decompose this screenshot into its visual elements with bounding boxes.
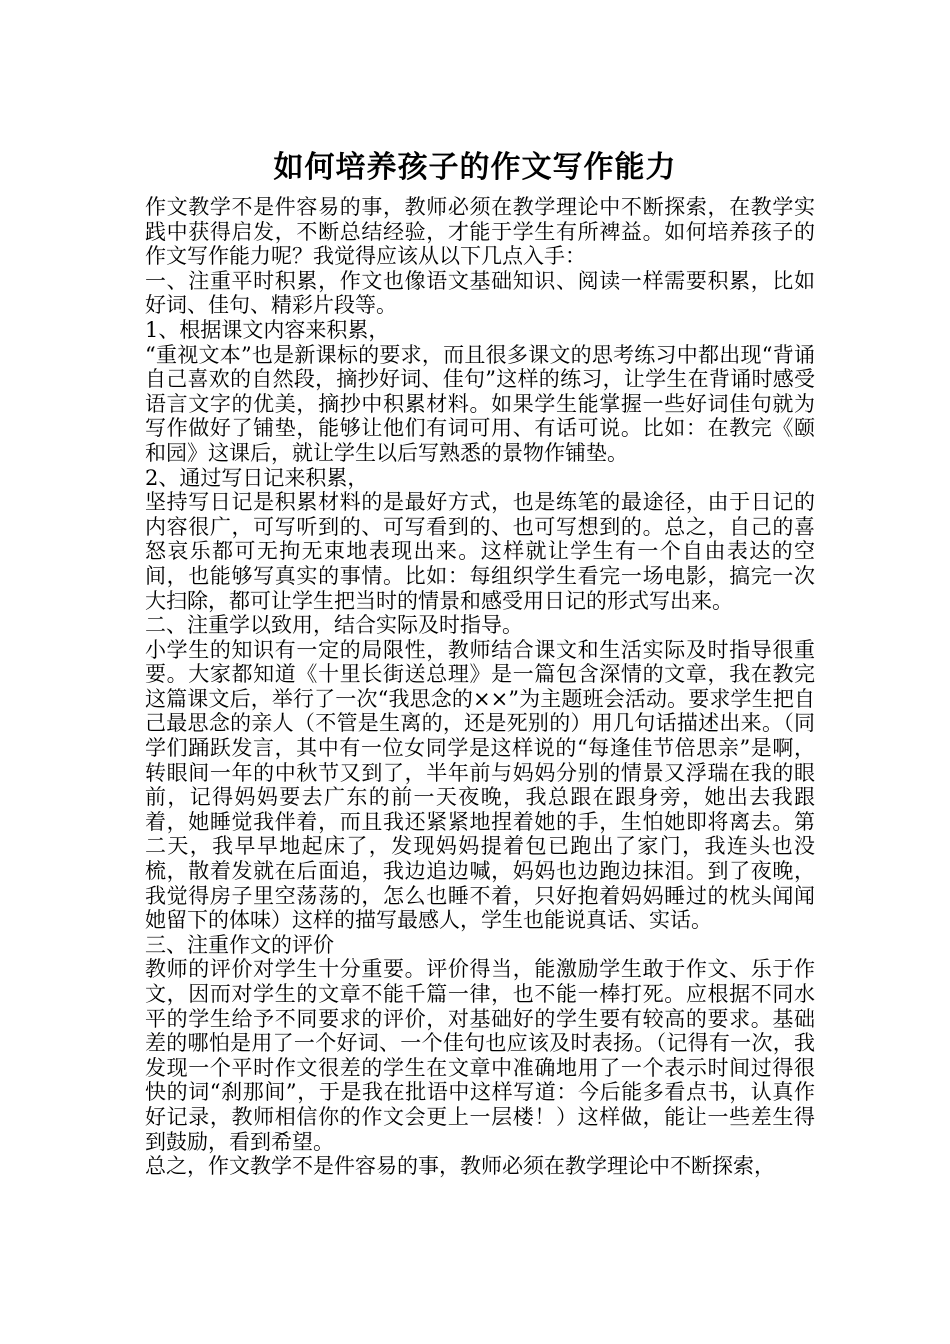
- subheading-2: 2、通过写日记来积累，: [145, 465, 369, 490]
- section-heading-3: 三、注重作文的评价: [145, 932, 334, 957]
- subheading-1: 1、根据课文内容来积累，: [145, 317, 390, 342]
- paragraph-diary: 坚持写日记是积累材料的是最好方式，也是练笔的最途径，由于日记的内容很广，可写听到的、可写看到的、也可写想到的。总之，自己的喜怒哀乐都可无拘无束地表现出来。这样就让学生有一个自由表达的空间，也能够写真实的事情。比如：每组织学生看完一场电影，搞完一次大扫除，都可让学生把当时的情景和感受用日记的形式写出来。: [145, 490, 815, 613]
- paragraph-text-accumulation: “重视文本”也是新课标的要求，而且很多课文的思考练习中都出现“背诵自己喜欢的自然段，摘抄好词、佳句”这样的练习，让学生在背诵时感受语言文字的优美，摘抄中积累材料。如果学生能掌握一些好词佳句就为写作做好了铺垫，能够让他们有词可用、有话可说。比如：在教完《颐和园》这课后，就让学生以后写熟悉的景物作铺垫。: [145, 342, 815, 465]
- section-heading-1: 一、注重平时积累，作文也像语文基础知识、阅读一样需要积累，比如好词、佳句、精彩片段等。: [145, 268, 815, 318]
- paragraph-evaluation: 教师的评价对学生十分重要。评价得当，能激励学生敢于作文、乐于作文，因而对学生的文章不能千篇一律，也不能一棒打死。应根据不同水平的学生给予不同要求的评价，对基础好的学生要有较高的要求。基础差的哪怕是用了一个好词、一个佳句也应该及时表扬。（记得有一次，我发现一个平时作文很差的学生在文章中准确地用了一个表示时间过得很快的词“刹那间”，于是我在批语中这样写道：今后能多看点书，认真作好记录，教师相信你的作文会更上一层楼！）这样做，能让一些差生得到鼓励，看到希望。: [145, 957, 815, 1154]
- paragraph-intro: 作文教学不是件容易的事，教师必须在教学理论中不断探索，在教学实践中获得启发，不断总结经验，才能于学生有所裨益。如何培养孩子的作文写作能力呢？我觉得应该从以下几点入手：: [145, 195, 815, 269]
- paragraph-application: 小学生的知识有一定的局限性，教师结合课文和生活实际及时指导很重要。大家都知道《十里长街送总理》是一篇包含深情的文章，我在教完这篇课文后，举行了一次“我思念的××”为主题班会活动。要求学生把自己最思念的亲人（不管是生离的，还是死别的）用几句话描述出来。（同学们踊跃发言，其中有一位女同学是这样说的“每逢佳节倍思亲”是啊，转眼间一年的中秋节又到了，半年前与妈妈分别的情景又浮瑞在我的眼前，记得妈妈要去广东的前一天夜晚，我总跟在跟身旁，她出去我跟着，她睡觉我伴着，而且我还紧紧地捏着她的手，生怕她即将离去。第二天，我早早地起床了，发现妈妈提着包已跑出了家门，我连头也没梳，散着发就在后面追，我边追边喊，妈妈也边跑边抹泪。到了夜晚，我觉得房子里空荡荡的，怎么也睡不着，只好抱着妈妈睡过的枕头闻闻她留下的体味）这样的描写最感人，学生也能说真话、实话。: [145, 637, 815, 933]
- document-title: 如何培养孩子的作文写作能力: [273, 150, 677, 186]
- paragraph-conclusion: 总之，作文教学不是件容易的事，教师必须在教学理论中不断探索，: [145, 1154, 775, 1179]
- document-body: [145, 195, 815, 1179]
- section-heading-2: 二、注重学以致用，结合实际及时指导。: [145, 613, 523, 638]
